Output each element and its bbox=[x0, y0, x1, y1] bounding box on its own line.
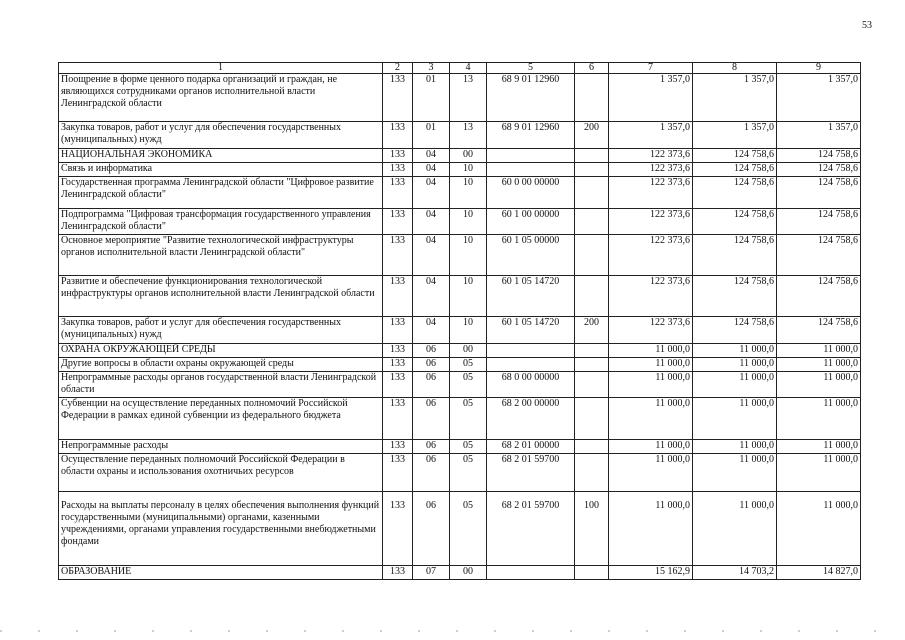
cell-ministry: 133 bbox=[383, 358, 413, 372]
cell-amount-9: 14 827,0 bbox=[777, 566, 861, 580]
col-header: 6 bbox=[575, 63, 609, 74]
cell-expense-type bbox=[575, 398, 609, 440]
cell-ministry: 133 bbox=[383, 209, 413, 235]
cell-section: 01 bbox=[413, 74, 450, 122]
cell-amount-8: 124 758,6 bbox=[693, 149, 777, 163]
table-row bbox=[59, 454, 861, 492]
table-row bbox=[59, 235, 861, 276]
cell-amount-9: 124 758,6 bbox=[777, 209, 861, 235]
cell-subsection: 10 bbox=[450, 209, 487, 235]
row-name: Связь и информатика bbox=[59, 163, 383, 177]
table-row bbox=[59, 276, 861, 317]
cell-amount-8: 124 758,6 bbox=[693, 276, 777, 317]
cell-subsection: 00 bbox=[450, 344, 487, 358]
row-name: Основное мероприятие "Развитие технологической инфраструктуры органов исполнительной власти Ленинградской области" bbox=[59, 235, 383, 276]
cell-target bbox=[487, 163, 575, 177]
cell-target: 60 1 05 14720 bbox=[487, 276, 575, 317]
cell-subsection: 05 bbox=[450, 492, 487, 566]
row-name: Непрограммные расходы органов государственной власти Ленинградской области bbox=[59, 372, 383, 398]
cell-ministry: 133 bbox=[383, 235, 413, 276]
cell-amount-8: 11 000,0 bbox=[693, 492, 777, 566]
cell-amount-8: 11 000,0 bbox=[693, 344, 777, 358]
table-row bbox=[59, 344, 861, 358]
row-name: Расходы на выплаты персоналу в целях обеспечения выполнения функций государственными (муниципальными) органами, казенными учреждениями, органами управления государственными внебюджетными фондами bbox=[59, 492, 383, 566]
cell-target bbox=[487, 149, 575, 163]
cell-amount-9: 124 758,6 bbox=[777, 163, 861, 177]
cell-expense-type bbox=[575, 149, 609, 163]
cell-subsection: 05 bbox=[450, 454, 487, 492]
cell-expense-type bbox=[575, 209, 609, 235]
cell-target: 68 2 01 00000 bbox=[487, 440, 575, 454]
cell-ministry: 133 bbox=[383, 163, 413, 177]
cell-ministry: 133 bbox=[383, 454, 413, 492]
cell-amount-7: 122 373,6 bbox=[609, 235, 693, 276]
cell-target: 68 9 01 12960 bbox=[487, 74, 575, 122]
cell-amount-7: 11 000,0 bbox=[609, 492, 693, 566]
cell-section: 06 bbox=[413, 454, 450, 492]
cell-section: 01 bbox=[413, 122, 450, 149]
cell-section: 06 bbox=[413, 372, 450, 398]
cell-section: 04 bbox=[413, 276, 450, 317]
cell-ministry: 133 bbox=[383, 566, 413, 580]
cell-section: 04 bbox=[413, 163, 450, 177]
table-row bbox=[59, 398, 861, 440]
table-row bbox=[59, 163, 861, 177]
cell-amount-7: 122 373,6 bbox=[609, 317, 693, 344]
table-row bbox=[59, 177, 861, 209]
scan-artifact-line bbox=[0, 630, 905, 632]
col-header: 8 bbox=[693, 63, 777, 74]
table-row bbox=[59, 372, 861, 398]
col-header: 7 bbox=[609, 63, 693, 74]
cell-amount-9: 124 758,6 bbox=[777, 177, 861, 209]
cell-ministry: 133 bbox=[383, 317, 413, 344]
cell-expense-type bbox=[575, 177, 609, 209]
cell-ministry: 133 bbox=[383, 122, 413, 149]
budget-table bbox=[58, 62, 861, 580]
row-name: НАЦИОНАЛЬНАЯ ЭКОНОМИКА bbox=[59, 149, 383, 163]
cell-expense-type bbox=[575, 372, 609, 398]
row-name: Подпрограмма "Цифровая трансформация государственного управления Ленинградской области" bbox=[59, 209, 383, 235]
cell-subsection: 05 bbox=[450, 358, 487, 372]
row-name: Закупка товаров, работ и услуг для обеспечения государственных (муниципальных) нужд bbox=[59, 317, 383, 344]
cell-subsection: 05 bbox=[450, 440, 487, 454]
cell-amount-7: 122 373,6 bbox=[609, 209, 693, 235]
cell-ministry: 133 bbox=[383, 276, 413, 317]
cell-section: 06 bbox=[413, 492, 450, 566]
cell-amount-7: 11 000,0 bbox=[609, 398, 693, 440]
cell-amount-9: 11 000,0 bbox=[777, 344, 861, 358]
cell-expense-type bbox=[575, 358, 609, 372]
cell-amount-9: 124 758,6 bbox=[777, 235, 861, 276]
cell-target: 68 2 01 59700 bbox=[487, 492, 575, 566]
cell-ministry: 133 bbox=[383, 372, 413, 398]
cell-amount-7: 122 373,6 bbox=[609, 149, 693, 163]
cell-subsection: 10 bbox=[450, 276, 487, 317]
cell-subsection: 05 bbox=[450, 372, 487, 398]
table-row bbox=[59, 209, 861, 235]
cell-amount-8: 1 357,0 bbox=[693, 74, 777, 122]
cell-amount-7: 11 000,0 bbox=[609, 440, 693, 454]
cell-ministry: 133 bbox=[383, 177, 413, 209]
cell-expense-type bbox=[575, 74, 609, 122]
cell-subsection: 10 bbox=[450, 163, 487, 177]
cell-expense-type bbox=[575, 454, 609, 492]
cell-subsection: 10 bbox=[450, 317, 487, 344]
cell-amount-8: 11 000,0 bbox=[693, 440, 777, 454]
table-row bbox=[59, 317, 861, 344]
cell-target: 68 2 00 00000 bbox=[487, 398, 575, 440]
cell-amount-9: 11 000,0 bbox=[777, 454, 861, 492]
table-row bbox=[59, 492, 861, 566]
col-header: 2 bbox=[383, 63, 413, 74]
cell-amount-9: 124 758,6 bbox=[777, 317, 861, 344]
cell-amount-9: 11 000,0 bbox=[777, 492, 861, 566]
row-name: Другие вопросы в области охраны окружающей среды bbox=[59, 358, 383, 372]
cell-amount-7: 1 357,0 bbox=[609, 122, 693, 149]
cell-amount-7: 122 373,6 bbox=[609, 177, 693, 209]
cell-amount-7: 11 000,0 bbox=[609, 358, 693, 372]
col-header: 9 bbox=[777, 63, 861, 74]
cell-amount-9: 124 758,6 bbox=[777, 276, 861, 317]
row-name: Развитие и обеспечение функционирования технологической инфраструктуры органов исполнительной власти Ленинградской области bbox=[59, 276, 383, 317]
cell-amount-8: 14 703,2 bbox=[693, 566, 777, 580]
row-name: Поощрение в форме ценного подарка организаций и граждан, не являющихся сотрудниками органов исполнительной власти Ленинградской области bbox=[59, 74, 383, 122]
cell-section: 04 bbox=[413, 177, 450, 209]
cell-subsection: 10 bbox=[450, 177, 487, 209]
cell-amount-8: 124 758,6 bbox=[693, 177, 777, 209]
cell-expense-type bbox=[575, 440, 609, 454]
row-name: Закупка товаров, работ и услуг для обеспечения государственных (муниципальных) нужд bbox=[59, 122, 383, 149]
cell-amount-8: 124 758,6 bbox=[693, 163, 777, 177]
cell-target bbox=[487, 358, 575, 372]
cell-subsection: 00 bbox=[450, 149, 487, 163]
cell-subsection: 00 bbox=[450, 566, 487, 580]
table-row bbox=[59, 358, 861, 372]
row-name: ОХРАНА ОКРУЖАЮЩЕЙ СРЕДЫ bbox=[59, 344, 383, 358]
cell-amount-7: 11 000,0 bbox=[609, 372, 693, 398]
cell-section: 06 bbox=[413, 358, 450, 372]
cell-expense-type: 200 bbox=[575, 317, 609, 344]
header-row bbox=[59, 63, 861, 74]
cell-subsection: 05 bbox=[450, 398, 487, 440]
page-number: 53 bbox=[862, 20, 872, 31]
cell-target bbox=[487, 566, 575, 580]
cell-expense-type bbox=[575, 344, 609, 358]
cell-target: 60 0 00 00000 bbox=[487, 177, 575, 209]
cell-amount-8: 124 758,6 bbox=[693, 209, 777, 235]
cell-amount-9: 124 758,6 bbox=[777, 149, 861, 163]
cell-ministry: 133 bbox=[383, 440, 413, 454]
cell-amount-7: 11 000,0 bbox=[609, 344, 693, 358]
cell-target: 68 9 01 12960 bbox=[487, 122, 575, 149]
cell-ministry: 133 bbox=[383, 74, 413, 122]
table-row bbox=[59, 440, 861, 454]
cell-expense-type: 200 bbox=[575, 122, 609, 149]
cell-subsection: 13 bbox=[450, 74, 487, 122]
cell-target: 68 2 01 59700 bbox=[487, 454, 575, 492]
cell-section: 07 bbox=[413, 566, 450, 580]
cell-amount-8: 124 758,6 bbox=[693, 235, 777, 276]
cell-amount-8: 11 000,0 bbox=[693, 454, 777, 492]
cell-target: 68 0 00 00000 bbox=[487, 372, 575, 398]
cell-section: 04 bbox=[413, 235, 450, 276]
cell-target: 60 1 05 00000 bbox=[487, 235, 575, 276]
cell-subsection: 10 bbox=[450, 235, 487, 276]
table-row bbox=[59, 566, 861, 580]
table-row bbox=[59, 122, 861, 149]
table-row bbox=[59, 74, 861, 122]
row-name: Непрограммные расходы bbox=[59, 440, 383, 454]
cell-amount-7: 11 000,0 bbox=[609, 454, 693, 492]
col-header: 1 bbox=[59, 63, 383, 74]
cell-ministry: 133 bbox=[383, 149, 413, 163]
cell-target bbox=[487, 344, 575, 358]
cell-expense-type bbox=[575, 566, 609, 580]
cell-expense-type: 100 bbox=[575, 492, 609, 566]
cell-amount-8: 124 758,6 bbox=[693, 317, 777, 344]
cell-amount-7: 122 373,6 bbox=[609, 276, 693, 317]
cell-section: 04 bbox=[413, 317, 450, 344]
cell-expense-type bbox=[575, 163, 609, 177]
row-name: Осуществление переданных полномочий Российской Федерации в области охраны и использования охотничьих ресурсов bbox=[59, 454, 383, 492]
cell-section: 06 bbox=[413, 440, 450, 454]
cell-amount-7: 1 357,0 bbox=[609, 74, 693, 122]
cell-amount-7: 15 162,9 bbox=[609, 566, 693, 580]
col-header: 5 bbox=[487, 63, 575, 74]
cell-amount-9: 1 357,0 bbox=[777, 122, 861, 149]
cell-expense-type bbox=[575, 276, 609, 317]
row-name: Субвенции на осуществление переданных полномочий Российской Федерации в рамках единой субвенции из федерального бюджета bbox=[59, 398, 383, 440]
col-header: 3 bbox=[413, 63, 450, 74]
cell-subsection: 13 bbox=[450, 122, 487, 149]
col-header: 4 bbox=[450, 63, 487, 74]
cell-section: 06 bbox=[413, 344, 450, 358]
cell-amount-8: 11 000,0 bbox=[693, 372, 777, 398]
cell-amount-9: 11 000,0 bbox=[777, 440, 861, 454]
cell-amount-8: 1 357,0 bbox=[693, 122, 777, 149]
cell-amount-9: 1 357,0 bbox=[777, 74, 861, 122]
cell-target: 60 1 00 00000 bbox=[487, 209, 575, 235]
cell-amount-8: 11 000,0 bbox=[693, 358, 777, 372]
cell-ministry: 133 bbox=[383, 492, 413, 566]
cell-amount-9: 11 000,0 bbox=[777, 398, 861, 440]
row-name: ОБРАЗОВАНИЕ bbox=[59, 566, 383, 580]
table-row bbox=[59, 149, 861, 163]
cell-expense-type bbox=[575, 235, 609, 276]
cell-ministry: 133 bbox=[383, 344, 413, 358]
cell-ministry: 133 bbox=[383, 398, 413, 440]
cell-amount-7: 122 373,6 bbox=[609, 163, 693, 177]
cell-amount-9: 11 000,0 bbox=[777, 358, 861, 372]
cell-section: 06 bbox=[413, 398, 450, 440]
cell-amount-8: 11 000,0 bbox=[693, 398, 777, 440]
cell-section: 04 bbox=[413, 209, 450, 235]
cell-section: 04 bbox=[413, 149, 450, 163]
cell-amount-9: 11 000,0 bbox=[777, 372, 861, 398]
cell-target: 60 1 05 14720 bbox=[487, 317, 575, 344]
row-name: Государственная программа Ленинградской области "Цифровое развитие Ленинградской области" bbox=[59, 177, 383, 209]
